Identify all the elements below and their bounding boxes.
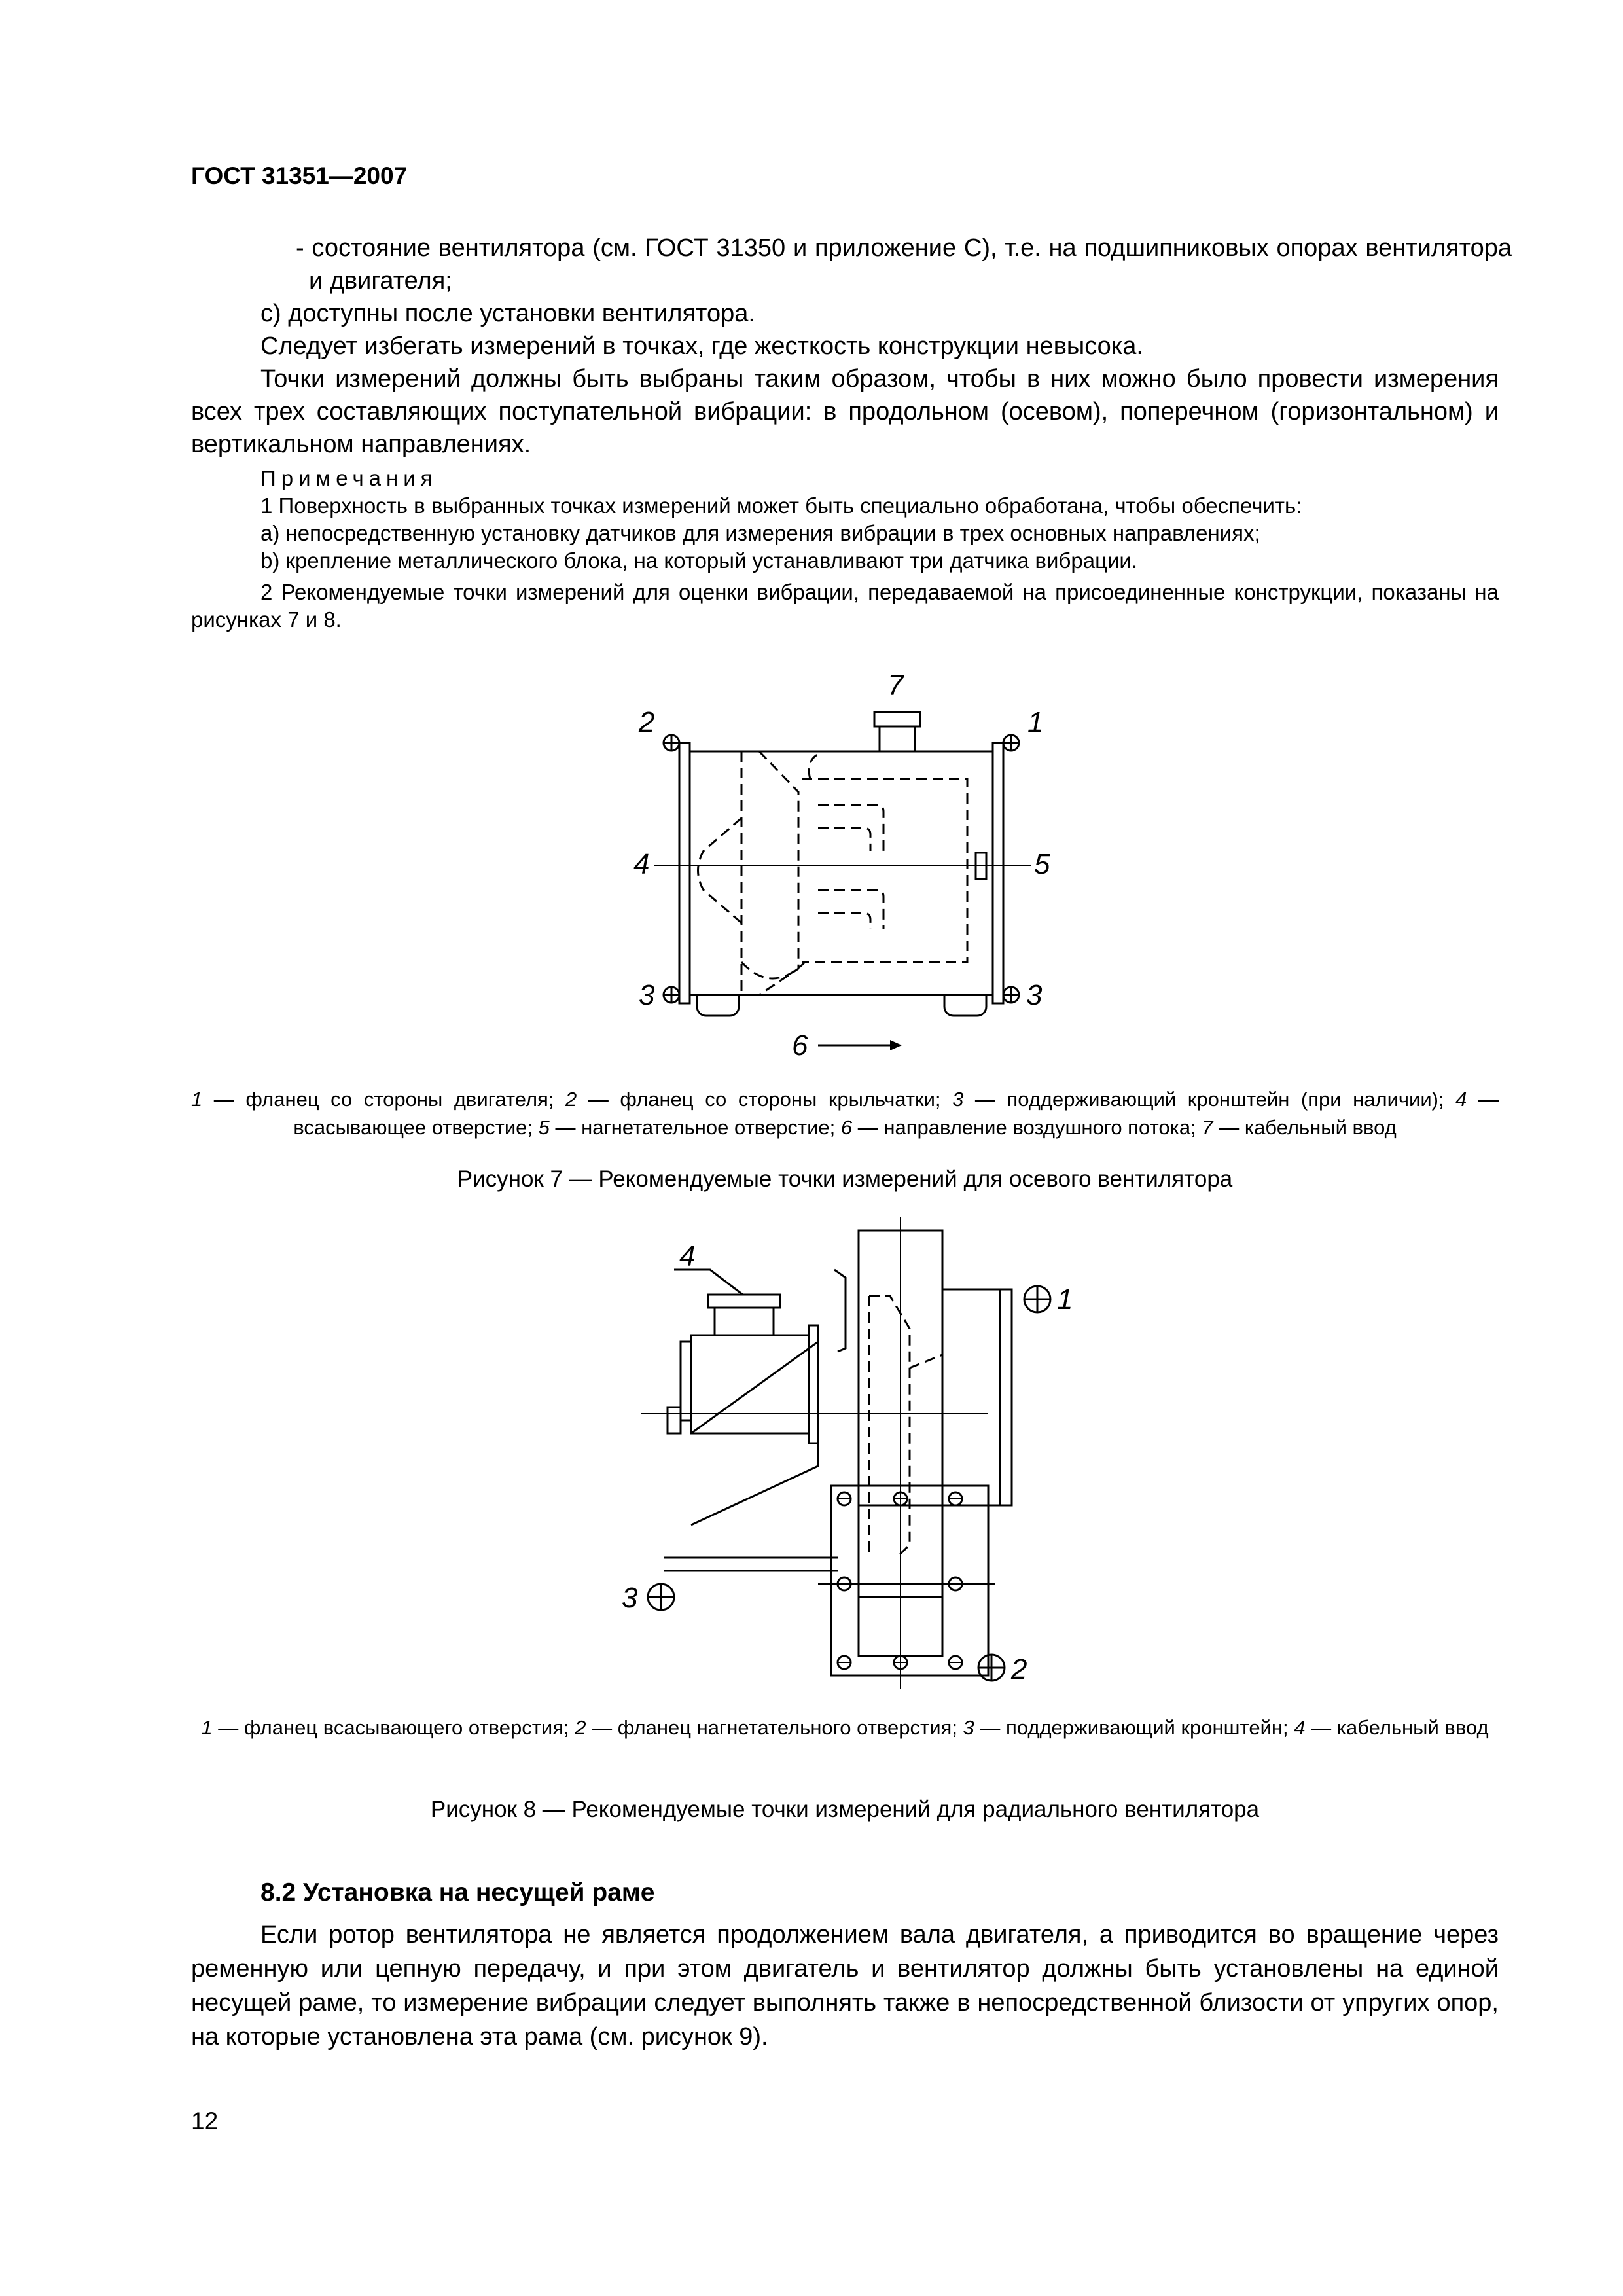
- page-number: 12: [191, 2108, 219, 2134]
- note-1-b: b) крепление металлического блока, на который устанавливают три датчика вибрации.: [260, 548, 1138, 573]
- fig7-label-3-left: 3: [639, 979, 655, 1011]
- figure-8-radial-fan-drawing: [602, 1217, 1113, 1689]
- fig7-label-6: 6: [792, 1030, 808, 1062]
- fig7-label-1: 1: [1027, 706, 1044, 738]
- figure-7-legend: 1 — фланец со стороны двигателя; 2 — фланец со стороны крыльчатки; 3 — поддерживающий кронштейн (при наличии); 4 — всасывающее отверстие; 5 — нагнетательное отверстие; 6 — направление воздушного потока; 7 — кабельный ввод: [191, 1088, 1499, 1139]
- figure-8-title: Рисунок 8 — Рекомендуемые точки измерений для радиального вентилятора: [430, 1797, 1260, 1822]
- fig8-label-3: 3: [622, 1582, 638, 1614]
- fig7-label-7: 7: [887, 670, 904, 702]
- note-2: 2 Рекомендуемые точки измерений для оценки вибрации, передаваемой на присоединенные конструкции, показаны на рисунках 7 и 8.: [191, 580, 1499, 632]
- item-c: c) доступны после установки вентилятора.: [260, 300, 755, 327]
- fig8-label-1: 1: [1057, 1283, 1073, 1316]
- figure-7-axial-fan-drawing: [615, 655, 1073, 1073]
- section-heading: 8.2 Установка на несущей раме: [260, 1878, 655, 1907]
- fig7-label-2: 2: [639, 706, 655, 738]
- figure-8-legend: 1 — фланец всасывающего отверстия; 2 — фланец нагнетательного отверстия; 3 — поддерживающий кронштейн; 4 — кабельный ввод: [201, 1716, 1489, 1739]
- bullet-item: - состояние вентилятора (см. ГОСТ 31350 и приложение С), т.е. на подшипниковых опорах вентилятора и двигателя;: [296, 234, 1512, 295]
- section-paragraph: Если ротор вентилятора не является продолжением вала двигателя, а приводится во вращение через ременную или цепную передачу, и при этом двигатель и вентилятор должны быть установлены на единой несущей раме, то измерение вибрации следует выполнять также в непосредственной близости от упругих опор, на которые установлена эта рама (см. рисунок 9).: [191, 1921, 1499, 2051]
- note-1-a: a) непосредственную установку датчиков для измерения вибрации в трех основных направлениях;: [260, 521, 1260, 545]
- figure-7-title: Рисунок 7 — Рекомендуемые точки измерений для осевого вентилятора: [457, 1166, 1233, 1192]
- paragraph-points: Точки измерений должны быть выбраны таким образом, чтобы в них можно было провести измерения всех трех составляющих поступательной вибрации: в продольном (осевом), поперечном (горизонтальном) и вертикальном направлениях.: [191, 365, 1499, 458]
- fig8-label-4: 4: [679, 1240, 696, 1272]
- paragraph-avoid: Следует избегать измерений в точках, где жесткость конструкции невысока.: [260, 332, 1143, 360]
- fig8-label-2: 2: [1011, 1653, 1027, 1685]
- document-header: ГОСТ 31351—2007: [191, 162, 408, 189]
- note-1: 1 Поверхность в выбранных точках измерений может быть специально обработана, чтобы обеспечить:: [260, 493, 1302, 518]
- fig7-label-5: 5: [1034, 848, 1050, 880]
- fig7-label-3-right: 3: [1026, 979, 1043, 1011]
- fig7-label-4: 4: [633, 848, 650, 880]
- notes-title: Примечания: [260, 466, 438, 490]
